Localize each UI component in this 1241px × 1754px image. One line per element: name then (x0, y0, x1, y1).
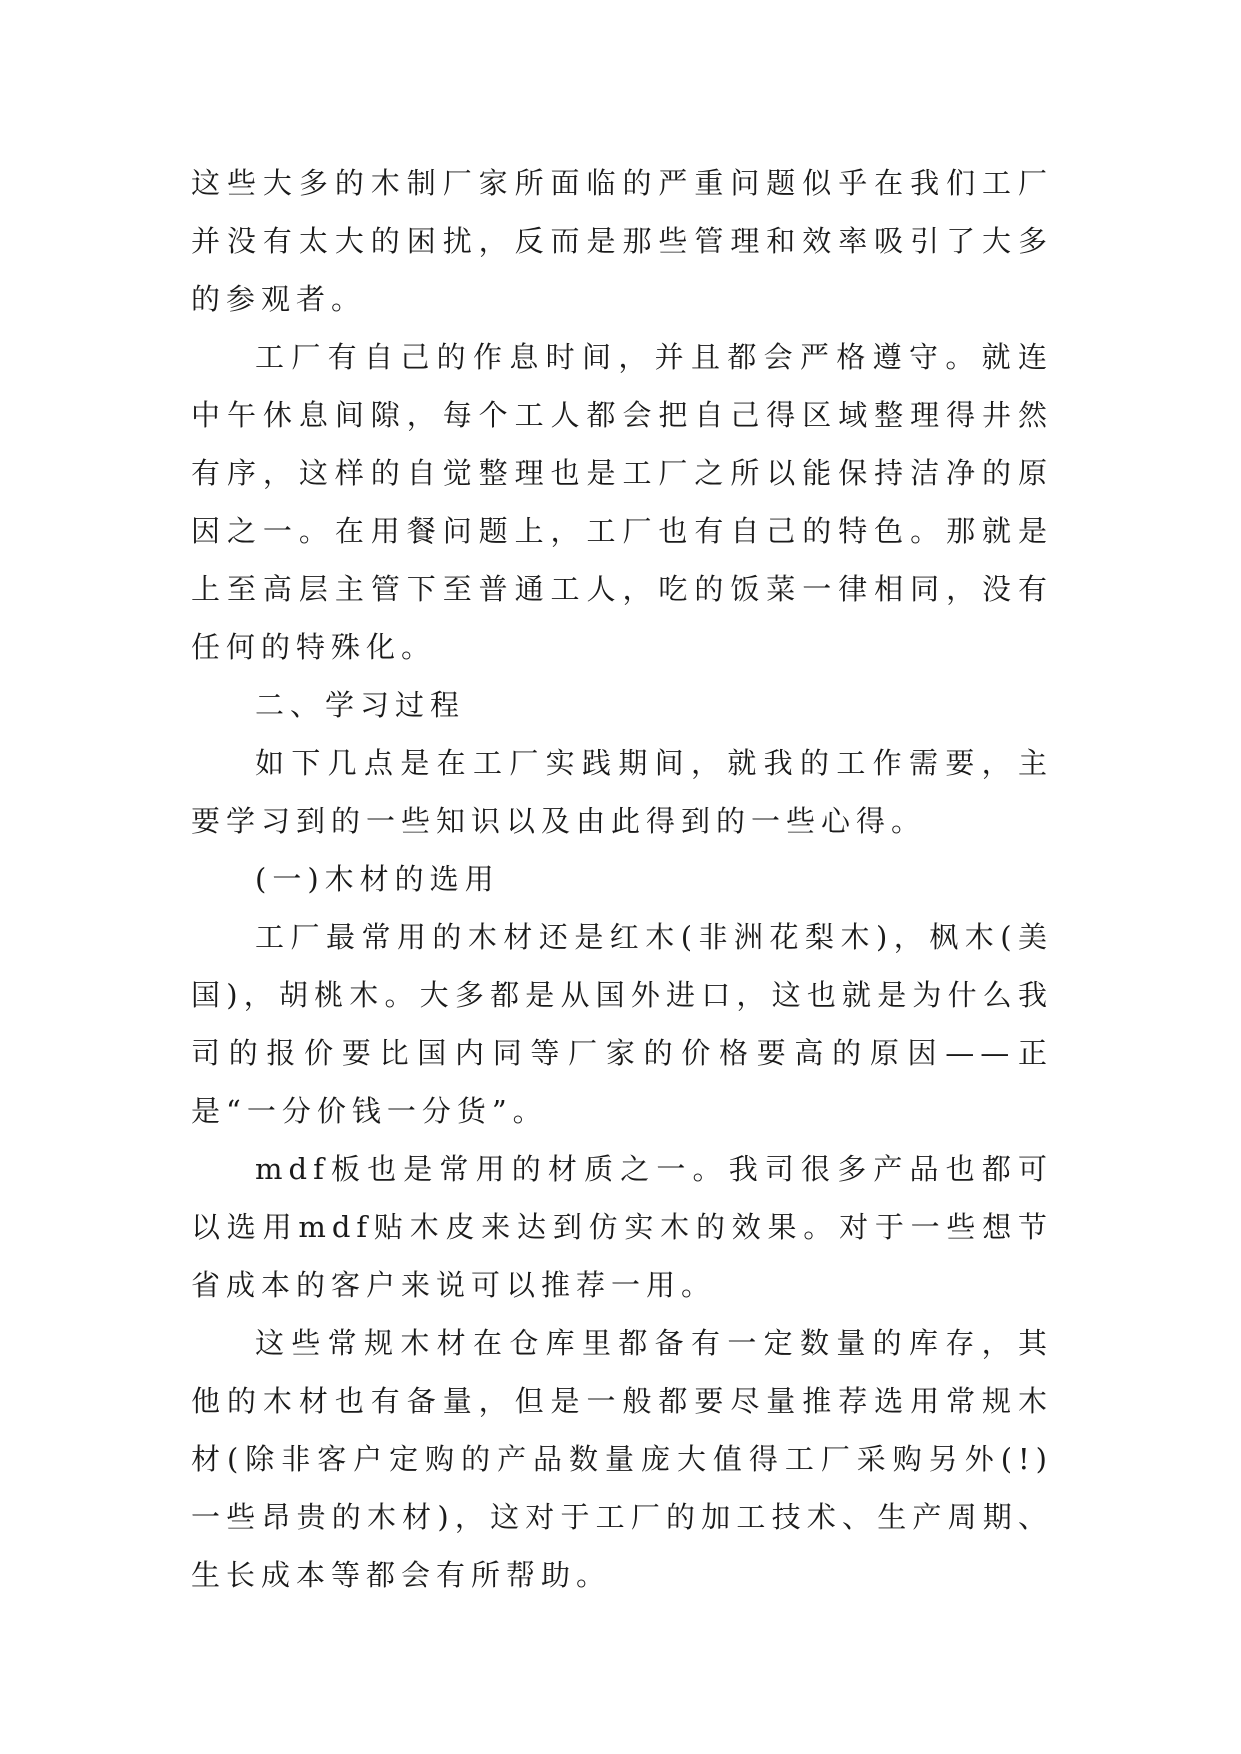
paragraph-common-woods: 工厂最常用的木材还是红木(非洲花梨木)，枫木(美国)，胡桃木。大多都是从国外进口，这也就是为什么我司的报价要比国内同等厂家的价格要高的原因——正是“一分价钱一分货”。 (191, 920, 1053, 1128)
paragraph-learning-intro: 如下几点是在工厂实践期间，就我的工作需要，主要学习到的一些知识以及由此得到的一些心得。 (191, 746, 1053, 838)
section-heading-learning-process: 二、学习过程 (255, 688, 466, 722)
paragraph-inventory: 这些常规木材在仓库里都备有一定数量的库存，其他的木材也有备量，但是一般都要尽量推荐选用常规木材(除非客户定购的产品数量庞大值得工厂采购另外(!)一些昂贵的木材)，这对于工厂的加工技术、生产周期、生长成本等都会有所帮助。 (191, 1326, 1053, 1592)
paragraph-factory-routine: 工厂有自己的作息时间，并且都会严格遵守。就连中午休息间隙，每个工人都会把自己得区域整理得井然有序，这样的自觉整理也是工厂之所以能保持洁净的原因之一。在用餐问题上，工厂也有自己的特色。那就是上至高层主管下至普通工人，吃的饭菜一律相同，没有任何的特殊化。 (191, 340, 1053, 664)
document-page (191, 154, 1053, 1604)
paragraph-intro-continuation: 这些大多的木制厂家所面临的严重问题似乎在我们工厂并没有太大的困扰，反而是那些管理和效率吸引了大多的参观者。 (191, 166, 1053, 316)
subsection-heading-wood-selection: (一)木材的选用 (255, 862, 500, 896)
paragraph-mdf: mdf板也是常用的材质之一。我司很多产品也都可以选用mdf贴木皮来达到仿实木的效果。对于一些想节省成本的客户来说可以推荐一用。 (191, 1152, 1053, 1302)
